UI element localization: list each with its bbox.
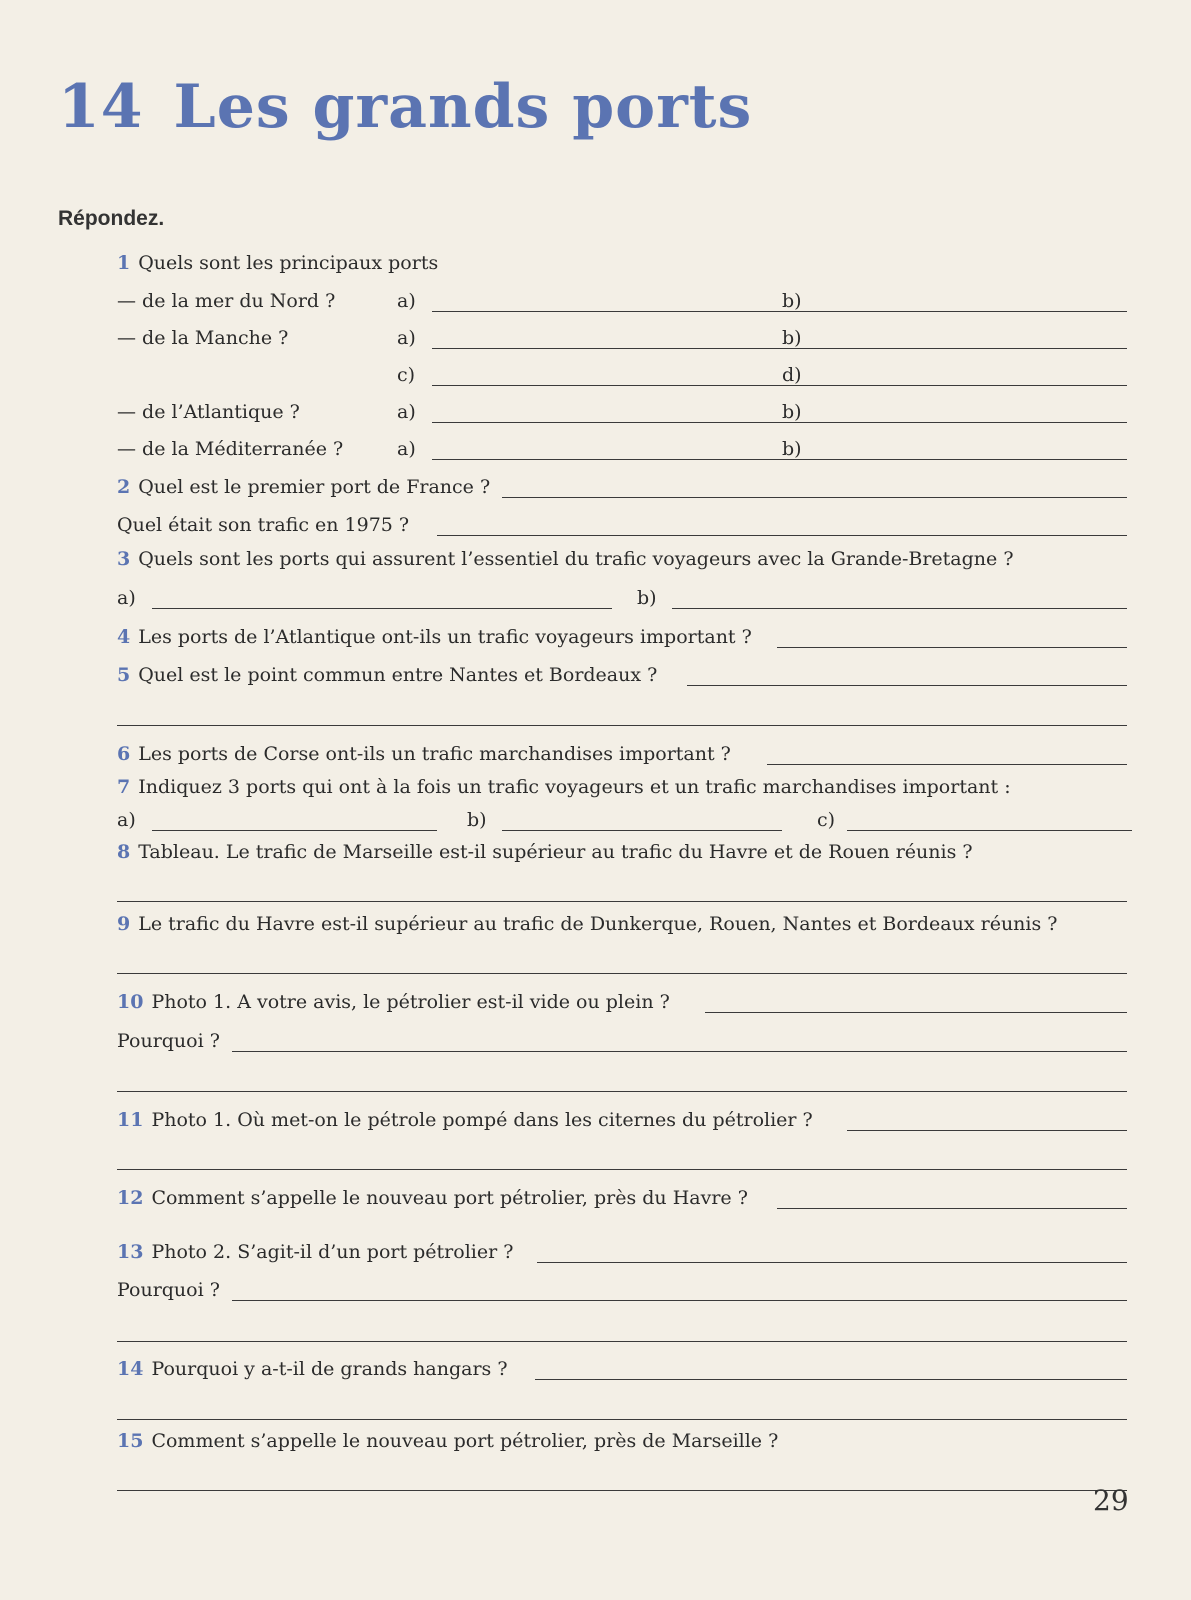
q1-nord-row: — de la mer du Nord ? a) b) <box>117 288 1127 318</box>
question-number: 6 <box>117 743 131 765</box>
question-2-sub <box>117 512 1127 542</box>
answer-line[interactable] <box>117 1169 1127 1170</box>
answer-line[interactable] <box>437 535 1127 536</box>
question-10-sub <box>117 1028 1127 1058</box>
question-text: Indiquez 3 ports qui ont à la fois un trafic voyageurs et un trafic marchandises important : <box>138 776 1011 798</box>
answer-line[interactable] <box>817 385 1127 386</box>
question-subtext: Pourquoi ? <box>117 1030 220 1052</box>
question-number: 14 <box>117 1358 144 1380</box>
question-number: 12 <box>117 1187 144 1209</box>
question-number: 1 <box>117 252 131 274</box>
answer-line[interactable] <box>152 830 437 831</box>
answer-line[interactable] <box>117 973 1127 974</box>
question-7 <box>117 774 1127 804</box>
question-text: Photo 2. S’agit-il d’un port pétrolier ? <box>151 1241 514 1263</box>
answer-line[interactable] <box>847 1130 1127 1131</box>
answer-line[interactable] <box>535 1379 1127 1380</box>
question-number: 8 <box>117 841 131 863</box>
question-number: 5 <box>117 664 131 686</box>
question-5-extra-line <box>117 702 1127 732</box>
answer-line[interactable] <box>672 608 1127 609</box>
question-10-extra-line <box>117 1068 1127 1098</box>
question-11 <box>117 1107 1127 1137</box>
page-number: 29 <box>1093 1484 1129 1517</box>
question-9-line <box>117 950 1127 980</box>
question-number: 7 <box>117 776 131 798</box>
question-7-answers: a) b) c) <box>117 807 1137 837</box>
q1-manche-label: — de la Manche ? <box>117 327 289 349</box>
question-8-line <box>117 878 1127 908</box>
question-text: Comment s’appelle le nouveau port pétrolier, près du Havre ? <box>151 1187 748 1209</box>
page-title <box>58 72 752 142</box>
question-number: 2 <box>117 476 131 498</box>
question-2 <box>117 474 1127 504</box>
answer-line[interactable] <box>502 830 782 831</box>
answer-line[interactable] <box>817 311 1127 312</box>
question-text: Comment s’appelle le nouveau port pétrolier, près de Marseille ? <box>151 1430 779 1452</box>
answer-line[interactable] <box>117 1419 1127 1420</box>
question-9 <box>117 911 1127 941</box>
question-text: Tableau. Le trafic de Marseille est-il supérieur au trafic du Havre et de Rouen réunis ? <box>138 841 973 863</box>
answer-line[interactable] <box>117 901 1127 902</box>
question-1 <box>117 250 1127 280</box>
question-8 <box>117 839 1127 869</box>
question-text: Pourquoi y a-t-il de grands hangars ? <box>151 1358 508 1380</box>
question-11-line <box>117 1146 1127 1176</box>
question-14-line <box>117 1396 1127 1426</box>
question-text: Quels sont les ports qui assurent l’essentiel du trafic voyageurs avec la Grande-Bretagne ? <box>138 548 1014 570</box>
q1-manche-row: — de la Manche ? a) b) <box>117 325 1127 355</box>
question-13 <box>117 1239 1127 1269</box>
question-text: Quel est le point commun entre Nantes et Bordeaux ? <box>138 664 658 686</box>
answer-line[interactable] <box>152 608 612 609</box>
question-3-answers: a) b) <box>117 585 1127 615</box>
question-5 <box>117 662 1127 692</box>
instruction: Répondez. <box>58 207 165 230</box>
question-number: 15 <box>117 1430 144 1452</box>
question-10 <box>117 989 1127 1019</box>
question-15-line <box>117 1467 1127 1497</box>
question-12 <box>117 1185 1127 1215</box>
question-text: Les ports de Corse ont-ils un trafic marchandises important ? <box>138 743 731 765</box>
answer-line[interactable] <box>817 459 1127 460</box>
q1-nord-label: — de la mer du Nord ? <box>117 290 336 312</box>
question-number: 13 <box>117 1241 144 1263</box>
answer-line[interactable] <box>117 1091 1127 1092</box>
answer-line[interactable] <box>777 647 1127 648</box>
chapter-number: 14 <box>58 72 144 142</box>
question-text: Photo 1. A votre avis, le pétrolier est-il vide ou plein ? <box>151 991 670 1013</box>
answer-line[interactable] <box>232 1051 1127 1052</box>
answer-line[interactable] <box>817 422 1127 423</box>
question-text: Quels sont les principaux ports <box>138 252 439 274</box>
answer-line[interactable] <box>767 764 1127 765</box>
question-text: Photo 1. Où met-on le pétrole pompé dans les citernes du pétrolier ? <box>151 1109 813 1131</box>
answer-line[interactable] <box>705 1012 1127 1013</box>
question-15 <box>117 1428 1127 1458</box>
question-number: 3 <box>117 548 131 570</box>
answer-line[interactable] <box>232 1300 1127 1301</box>
answer-line[interactable] <box>687 685 1127 686</box>
answer-line[interactable] <box>777 1208 1127 1209</box>
answer-line[interactable] <box>502 497 1127 498</box>
question-text: Les ports de l’Atlantique ont-ils un trafic voyageurs important ? <box>138 626 752 648</box>
answer-line[interactable] <box>117 1490 1127 1491</box>
question-subtext: Pourquoi ? <box>117 1279 220 1301</box>
answer-line[interactable] <box>817 348 1127 349</box>
q1-mediterranee-label: — de la Méditerranée ? <box>117 438 344 460</box>
question-subtext: Quel était son trafic en 1975 ? <box>117 514 410 536</box>
answer-line[interactable] <box>537 1262 1127 1263</box>
chapter-title: Les grands ports <box>173 72 753 142</box>
answer-line[interactable] <box>117 725 1127 726</box>
answer-line[interactable] <box>847 830 1132 831</box>
q1-atlantique-label: — de l’Atlantique ? <box>117 401 300 423</box>
question-13-extra-line <box>117 1318 1127 1348</box>
q1-mediterranee-row: — de la Méditerranée ? a) b) <box>117 436 1127 466</box>
question-number: 4 <box>117 626 131 648</box>
question-14 <box>117 1356 1127 1386</box>
question-6 <box>117 741 1127 771</box>
question-4 <box>117 624 1127 654</box>
answer-line[interactable] <box>117 1341 1127 1342</box>
q1-atlantique-row: — de l’Atlantique ? a) b) <box>117 399 1127 429</box>
question-number: 10 <box>117 991 144 1013</box>
question-13-sub <box>117 1277 1127 1307</box>
question-3 <box>117 546 1127 576</box>
question-text: Quel est le premier port de France ? <box>138 476 491 498</box>
question-number: 11 <box>117 1109 144 1131</box>
question-text: Le trafic du Havre est-il supérieur au trafic de Dunkerque, Rouen, Nantes et Bordeaux réunis ? <box>138 913 1058 935</box>
question-number: 9 <box>117 913 131 935</box>
q1-manche-row-2: c) d) <box>117 362 1127 392</box>
